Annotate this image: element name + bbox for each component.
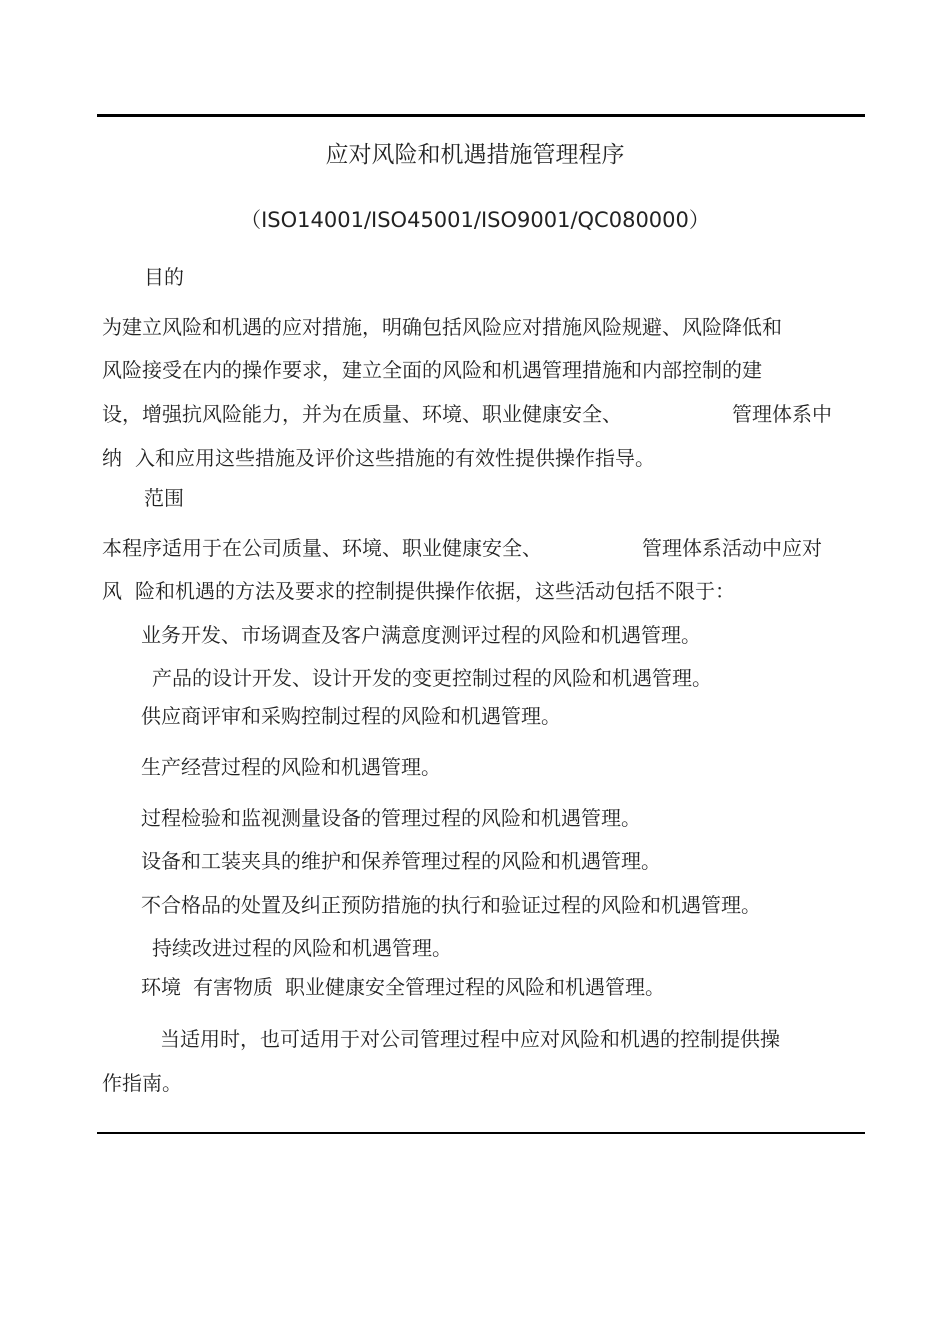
scope-item-6: 设备和工装夹具的维护和保养管理过程的风险和机遇管理。 (141, 849, 661, 873)
scope-item-7: 不合格品的处置及纠正预防措施的执行和验证过程的风险和机遇管理。 (141, 893, 761, 917)
scope-item-2: 产品的设计开发、设计开发的变更控制过程的风险和机遇管理。 (152, 666, 712, 690)
top-rule (97, 114, 865, 117)
purpose-line-4a: 纳 (102, 446, 122, 470)
scope-heading: 范围 (144, 486, 184, 510)
closing-line-1: 当适用时，也可适用于对公司管理过程中应对风险和机遇的控制提供操 (160, 1027, 780, 1051)
scope-item-9-part3: 职业健康安全管理过程的风险和机遇管理。 (285, 975, 665, 999)
purpose-line-2: 风险接受在内的操作要求，建立全面的风险和机遇管理措施和内部控制的建 (102, 358, 762, 382)
closing-line-2: 作指南。 (102, 1071, 182, 1095)
scope-line-2b: 险和机遇的方法及要求的控制提供操作依据，这些活动包括不限于： (135, 579, 735, 603)
purpose-heading: 目的 (144, 265, 184, 289)
purpose-line-4b: 入和应用这些措施及评价这些措施的有效性提供操作指导。 (135, 446, 655, 470)
scope-item-9-part1: 环境 (141, 975, 181, 999)
scope-item-9-part2: 有害物质 (193, 975, 273, 999)
purpose-line-1: 为建立风险和机遇的应对措施，明确包括风险应对措施风险规避、风险降低和 (102, 315, 782, 339)
scope-item-8: 持续改进过程的风险和机遇管理。 (152, 936, 452, 960)
purpose-line-3a: 设，增强抗风险能力，并为在质量、环境、职业健康安全、 (102, 402, 622, 426)
bottom-rule (97, 1132, 865, 1134)
scope-item-5: 过程检验和监视测量设备的管理过程的风险和机遇管理。 (141, 806, 641, 830)
scope-line-2a: 风 (102, 579, 122, 603)
scope-line-1a: 本程序适用于在公司质量、环境、职业健康安全、 (102, 536, 542, 560)
scope-item-1: 业务开发、市场调查及客户满意度测评过程的风险和机遇管理。 (141, 623, 701, 647)
scope-item-3: 供应商评审和采购控制过程的风险和机遇管理。 (141, 704, 561, 728)
document-title: 应对风险和机遇措施管理程序 (325, 142, 625, 168)
scope-item-9 (141, 974, 665, 1000)
purpose-line-3b: 管理体系中 (732, 402, 832, 426)
scope-item-4: 生产经营过程的风险和机遇管理。 (141, 755, 441, 779)
document-subtitle: （ISO14001/ISO45001/ISO9001/QC080000） (240, 208, 710, 232)
scope-line-1b: 管理体系活动中应对 (642, 536, 822, 560)
